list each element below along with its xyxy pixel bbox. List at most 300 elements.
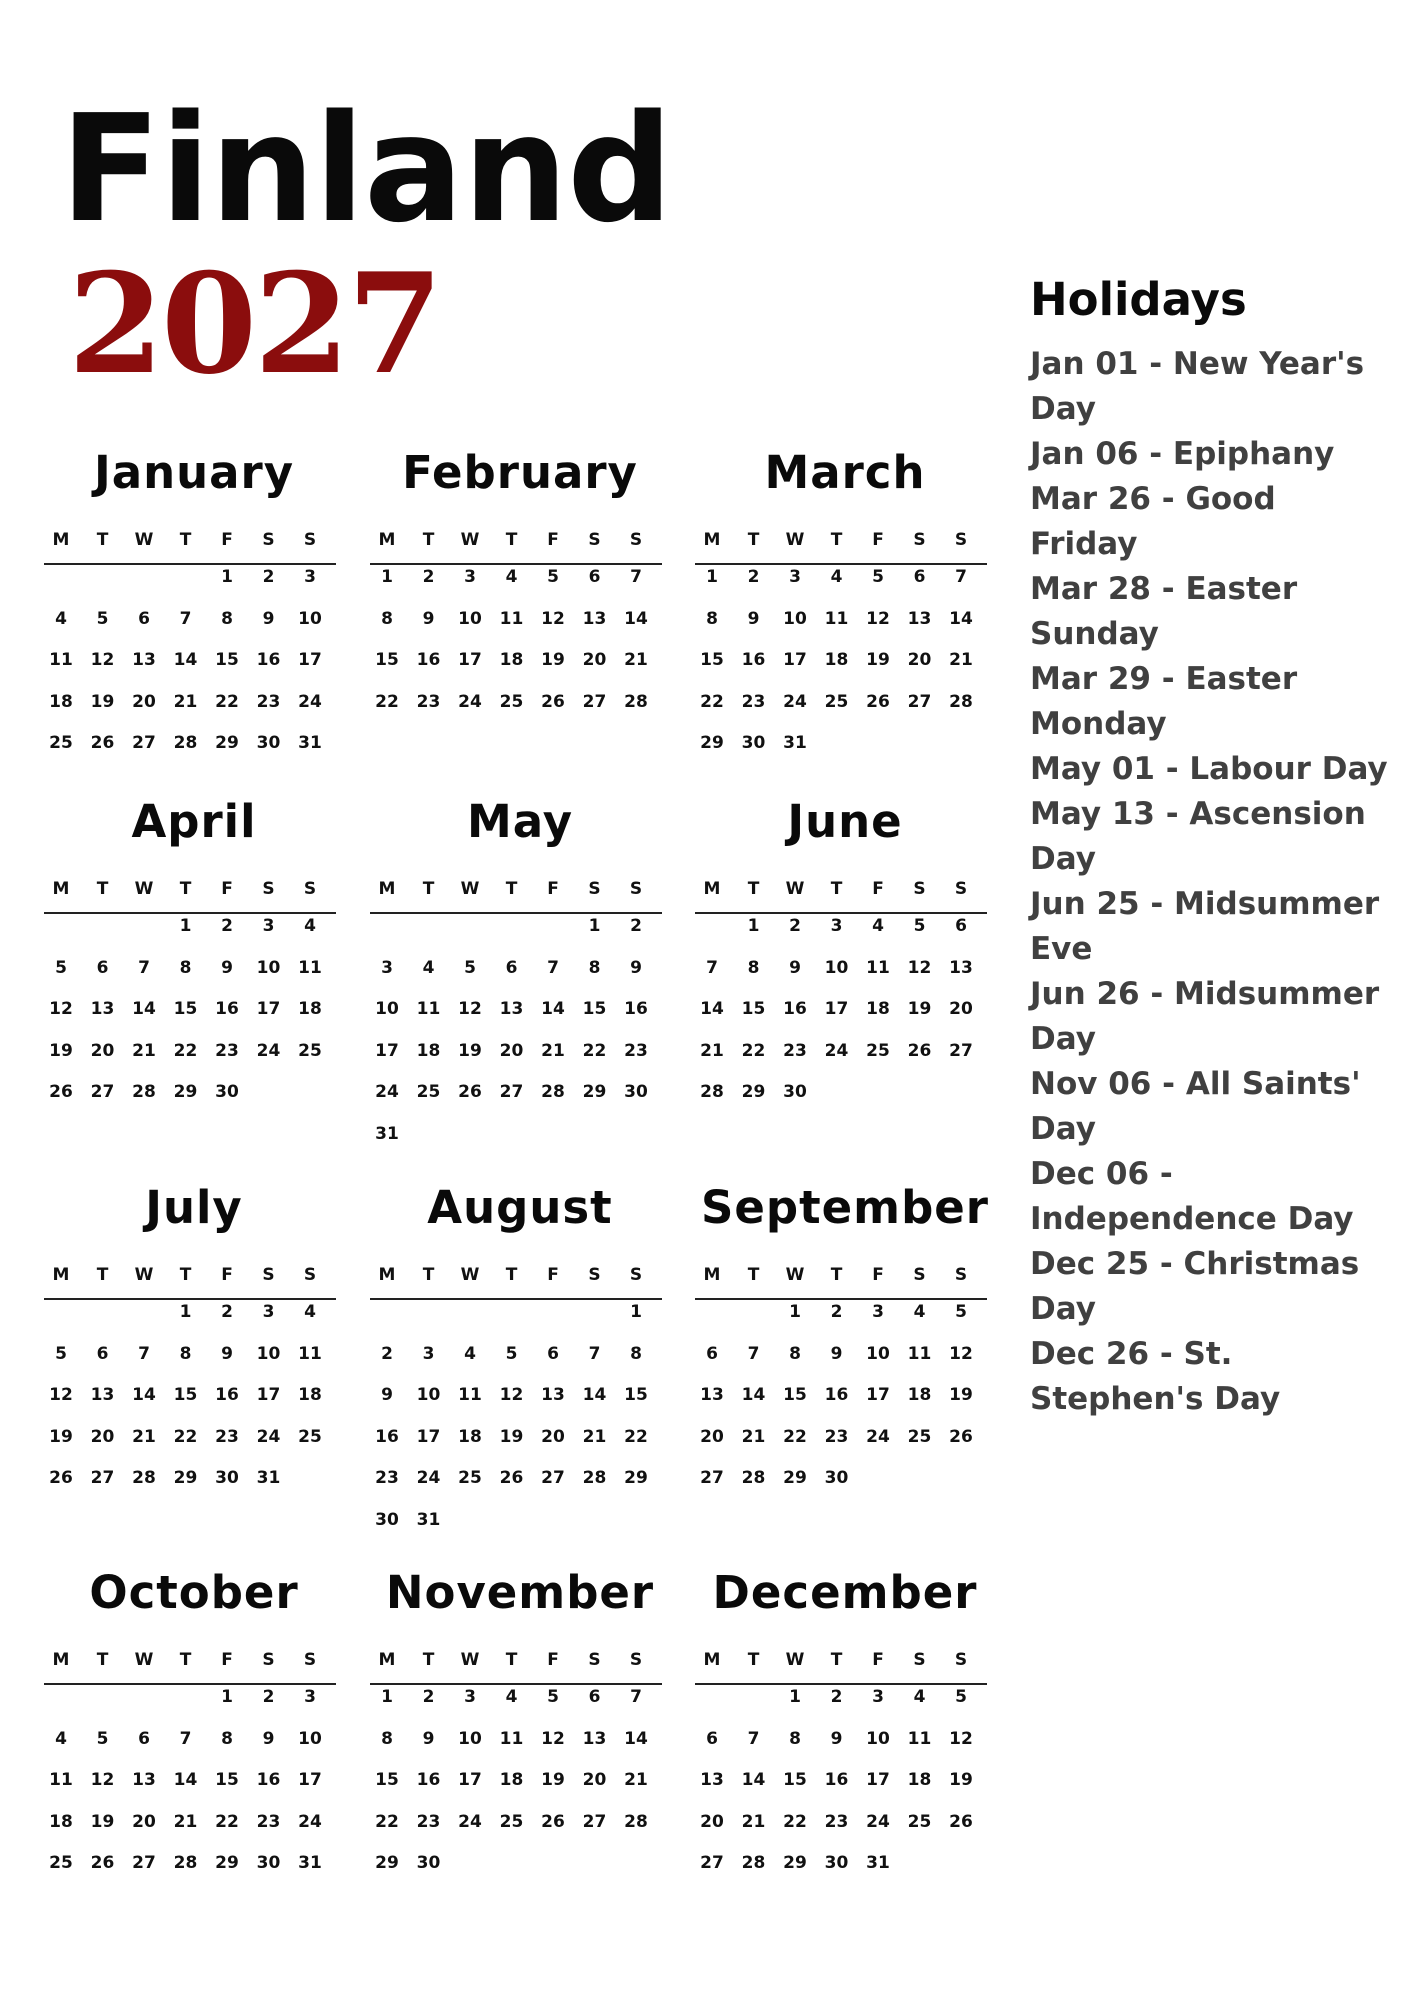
header-divider bbox=[44, 912, 336, 914]
weekday-header: T bbox=[96, 879, 109, 899]
holiday-item: Jan 06 - Epiphany bbox=[1030, 436, 1335, 472]
day-cell: 13 bbox=[700, 1770, 724, 1790]
day-cell: 30 bbox=[256, 733, 281, 753]
day-cell: 7 bbox=[588, 1343, 601, 1364]
day-cell: 10 bbox=[298, 608, 322, 629]
weekday-header: M bbox=[378, 1265, 396, 1285]
day-cell: 6 bbox=[588, 567, 601, 587]
day-cell: 29 bbox=[215, 733, 239, 753]
day-cell: 5 bbox=[547, 567, 559, 587]
day-cell: 20 bbox=[541, 1426, 565, 1447]
day-cell: 9 bbox=[747, 608, 760, 629]
weekday-header: W bbox=[460, 1265, 480, 1285]
day-cell: 30 bbox=[824, 1853, 849, 1873]
weekday-header: S bbox=[303, 530, 317, 550]
weekday-header: M bbox=[703, 1265, 721, 1285]
day-cell: 21 bbox=[700, 1040, 724, 1061]
month-august bbox=[370, 1181, 670, 1530]
day-cell: 8 bbox=[179, 957, 192, 978]
day-cell: 29 bbox=[741, 1082, 766, 1102]
day-cell: 12 bbox=[499, 1385, 524, 1405]
day-cell: 10 bbox=[375, 999, 399, 1019]
weekday-header: T bbox=[179, 1650, 192, 1670]
day-cell: 2 bbox=[830, 1687, 843, 1707]
month-name: October bbox=[89, 1566, 299, 1619]
weekday-header: S bbox=[262, 879, 275, 899]
day-cell: 30 bbox=[256, 1853, 281, 1873]
day-cell: 26 bbox=[90, 733, 115, 753]
weekday-header-row bbox=[44, 879, 344, 903]
day-cell: 7 bbox=[747, 1728, 760, 1749]
weekday-header: S bbox=[629, 530, 643, 550]
day-cell: 26 bbox=[541, 1811, 565, 1832]
day-cell: 20 bbox=[90, 1040, 115, 1061]
header-divider bbox=[44, 1298, 336, 1300]
weekday-header: M bbox=[378, 530, 396, 550]
day-cell: 12 bbox=[90, 1770, 115, 1790]
day-cell: 18 bbox=[416, 1040, 441, 1061]
weekday-header-row bbox=[44, 1650, 344, 1674]
day-cell: 3 bbox=[464, 1687, 476, 1707]
day-cell: 22 bbox=[783, 1426, 807, 1447]
day-cell: 8 bbox=[630, 1343, 642, 1364]
day-cell: 25 bbox=[907, 1811, 932, 1832]
day-cell: 18 bbox=[49, 691, 73, 712]
holiday-item: Jun 26 - Midsummer Day bbox=[1030, 976, 1380, 1057]
day-cell: 18 bbox=[298, 1385, 322, 1405]
month-name: January bbox=[93, 446, 295, 499]
day-cell: 14 bbox=[541, 999, 565, 1019]
weekday-header: S bbox=[588, 1265, 601, 1285]
weekday-header: S bbox=[262, 530, 275, 550]
day-cell: 2 bbox=[422, 1687, 435, 1707]
day-cell: 2 bbox=[830, 1302, 843, 1322]
day-cell: 12 bbox=[541, 1728, 565, 1749]
weekday-header: W bbox=[134, 530, 154, 550]
day-cell: 12 bbox=[541, 608, 565, 629]
day-cell: 17 bbox=[458, 650, 482, 670]
day-cell: 4 bbox=[830, 567, 843, 587]
day-cell: 8 bbox=[789, 1343, 801, 1364]
month-november bbox=[370, 1568, 670, 1908]
day-cell: 10 bbox=[824, 957, 849, 978]
day-cell: 27 bbox=[907, 691, 932, 712]
weekday-header: W bbox=[785, 879, 805, 899]
day-cell: 22 bbox=[215, 1811, 239, 1832]
day-cell: 3 bbox=[872, 1302, 884, 1322]
day-cell: 25 bbox=[824, 691, 849, 712]
weekday-header: F bbox=[547, 1650, 559, 1670]
day-cell: 27 bbox=[949, 1040, 973, 1061]
weekday-header: T bbox=[422, 879, 435, 899]
weekday-header-row bbox=[695, 879, 995, 903]
month-name: September bbox=[701, 1181, 989, 1234]
day-cell: 5 bbox=[913, 916, 926, 936]
day-cell: 11 bbox=[416, 999, 441, 1019]
year-title: 2027 bbox=[68, 242, 441, 405]
day-cell: 2 bbox=[422, 567, 435, 587]
day-cell: 16 bbox=[416, 650, 441, 670]
day-cell: 27 bbox=[541, 1468, 565, 1488]
day-cell: 1 bbox=[179, 1302, 192, 1322]
day-cell: 12 bbox=[949, 1343, 973, 1364]
day-cell: 2 bbox=[381, 1343, 393, 1364]
day-cell: 12 bbox=[49, 999, 73, 1019]
weekday-header: S bbox=[303, 879, 317, 899]
weekday-header: S bbox=[303, 1650, 317, 1670]
day-cell: 9 bbox=[789, 957, 801, 978]
day-cell: 5 bbox=[464, 957, 476, 978]
day-cell: 24 bbox=[256, 1426, 281, 1447]
day-cell: 24 bbox=[458, 691, 482, 712]
day-cell: 14 bbox=[624, 1728, 648, 1749]
day-cell: 6 bbox=[138, 608, 150, 629]
day-cell: 17 bbox=[783, 650, 807, 670]
day-cell: 14 bbox=[173, 1770, 198, 1790]
day-cell: 13 bbox=[132, 650, 156, 670]
weekday-header-row bbox=[370, 530, 670, 554]
weekday-header: W bbox=[785, 1650, 805, 1670]
day-cell: 12 bbox=[458, 999, 482, 1019]
weekday-header: T bbox=[96, 1265, 109, 1285]
day-cell: 6 bbox=[706, 1343, 718, 1364]
day-cell: 28 bbox=[741, 1853, 766, 1873]
day-cell: 26 bbox=[541, 691, 565, 712]
day-cell: 9 bbox=[422, 608, 435, 629]
day-cell: 1 bbox=[706, 567, 718, 587]
day-cell: 21 bbox=[741, 1426, 766, 1447]
day-cell: 11 bbox=[499, 608, 524, 629]
day-cell: 21 bbox=[173, 1811, 198, 1832]
day-cell: 11 bbox=[298, 1343, 322, 1364]
day-cell: 18 bbox=[49, 1811, 73, 1832]
day-cell: 27 bbox=[132, 733, 156, 753]
day-cell: 9 bbox=[262, 608, 275, 629]
day-cell: 24 bbox=[458, 1811, 482, 1832]
day-cell: 3 bbox=[872, 1687, 884, 1707]
day-cell: 16 bbox=[624, 999, 648, 1019]
header-divider bbox=[695, 1683, 987, 1685]
weekday-header: T bbox=[422, 1650, 435, 1670]
day-cell: 9 bbox=[221, 957, 233, 978]
day-cell: 6 bbox=[138, 1728, 150, 1749]
header-divider bbox=[370, 563, 662, 565]
day-cell: 4 bbox=[913, 1302, 926, 1322]
weekday-header: S bbox=[913, 530, 926, 550]
day-cell: 9 bbox=[422, 1728, 435, 1749]
day-cell: 9 bbox=[630, 957, 642, 978]
header-divider bbox=[695, 563, 987, 565]
day-cell: 16 bbox=[215, 999, 239, 1019]
day-cell: 10 bbox=[256, 957, 281, 978]
day-cell: 27 bbox=[700, 1468, 724, 1488]
day-cell: 19 bbox=[907, 999, 932, 1019]
weekday-header: S bbox=[913, 1265, 926, 1285]
day-cell: 8 bbox=[381, 608, 393, 629]
day-cell: 28 bbox=[541, 1082, 565, 1102]
day-cell: 23 bbox=[824, 1811, 849, 1832]
day-cell: 19 bbox=[49, 1426, 73, 1447]
day-cell: 4 bbox=[55, 608, 67, 629]
holiday-item: Mar 28 - Easter Sunday bbox=[1030, 571, 1298, 652]
day-cell: 29 bbox=[783, 1853, 807, 1873]
holidays-panel bbox=[1030, 270, 1390, 1422]
day-cell: 9 bbox=[262, 1728, 275, 1749]
day-cell: 1 bbox=[588, 916, 601, 936]
weekday-header: T bbox=[179, 1265, 192, 1285]
day-cell: 15 bbox=[582, 999, 607, 1019]
day-cell: 23 bbox=[824, 1426, 849, 1447]
day-cell: 22 bbox=[700, 691, 724, 712]
holiday-item: May 01 - Labour Day bbox=[1030, 751, 1388, 787]
weekday-header: T bbox=[830, 1265, 843, 1285]
day-cell: 13 bbox=[499, 999, 524, 1019]
day-cell: 1 bbox=[381, 567, 393, 587]
day-cell: 15 bbox=[700, 650, 724, 670]
day-cell: 21 bbox=[132, 1040, 156, 1061]
day-cell: 15 bbox=[783, 1385, 807, 1405]
month-march bbox=[695, 448, 995, 788]
weekday-header: W bbox=[460, 530, 480, 550]
day-cell: 5 bbox=[547, 1687, 559, 1707]
day-cell: 8 bbox=[789, 1728, 801, 1749]
day-cell: 26 bbox=[499, 1468, 524, 1488]
header-divider bbox=[370, 912, 662, 914]
weekday-header: S bbox=[629, 879, 643, 899]
day-cell: 7 bbox=[179, 1728, 192, 1749]
day-cell: 24 bbox=[256, 1040, 281, 1061]
holiday-item: Nov 06 - All Saints' Day bbox=[1030, 1066, 1361, 1147]
day-cell: 6 bbox=[913, 567, 926, 587]
day-cell: 17 bbox=[298, 1770, 322, 1790]
weekday-header: S bbox=[262, 1265, 275, 1285]
day-cell: 22 bbox=[173, 1426, 198, 1447]
day-cell: 22 bbox=[741, 1040, 766, 1061]
day-cell: 17 bbox=[866, 1770, 890, 1790]
weekday-header: T bbox=[179, 530, 192, 550]
holiday-item: Dec 26 - St. Stephen's Day bbox=[1030, 1336, 1281, 1417]
page-title: Finland bbox=[60, 83, 673, 255]
weekday-header: S bbox=[588, 530, 601, 550]
day-cell: 16 bbox=[256, 1770, 281, 1790]
day-cell: 7 bbox=[706, 957, 718, 978]
day-cell: 27 bbox=[499, 1082, 524, 1102]
day-cell: 6 bbox=[96, 1343, 109, 1364]
weekday-header: F bbox=[872, 879, 884, 899]
day-cell: 15 bbox=[741, 999, 766, 1019]
day-cell: 21 bbox=[582, 1426, 607, 1447]
day-cell: 6 bbox=[955, 916, 967, 936]
weekday-header: T bbox=[747, 530, 760, 550]
day-cell: 14 bbox=[741, 1770, 766, 1790]
day-cell: 27 bbox=[582, 1811, 607, 1832]
day-cell: 16 bbox=[783, 999, 807, 1019]
weekday-header: F bbox=[872, 530, 884, 550]
day-cell: 30 bbox=[824, 1468, 849, 1488]
day-cell: 23 bbox=[416, 691, 441, 712]
day-cell: 14 bbox=[173, 650, 198, 670]
day-cell: 1 bbox=[179, 916, 192, 936]
weekday-header: W bbox=[785, 1265, 805, 1285]
weekday-header: F bbox=[547, 530, 559, 550]
weekday-header: F bbox=[872, 1265, 884, 1285]
day-cell: 23 bbox=[256, 1811, 281, 1832]
month-name: August bbox=[427, 1181, 613, 1234]
day-cell: 4 bbox=[505, 1687, 518, 1707]
day-cell: 25 bbox=[499, 691, 524, 712]
day-cell: 23 bbox=[256, 691, 281, 712]
day-cell: 22 bbox=[173, 1040, 198, 1061]
day-cell: 14 bbox=[624, 608, 648, 629]
header-divider bbox=[695, 1298, 987, 1300]
day-cell: 3 bbox=[830, 916, 843, 936]
day-cell: 17 bbox=[824, 999, 849, 1019]
day-cell: 29 bbox=[215, 1853, 239, 1873]
day-cell: 11 bbox=[866, 957, 890, 978]
weekday-header: T bbox=[747, 1265, 760, 1285]
day-cell: 31 bbox=[375, 1123, 399, 1144]
month-name: November bbox=[385, 1566, 655, 1619]
day-cell: 24 bbox=[866, 1811, 890, 1832]
day-cell: 18 bbox=[907, 1770, 932, 1790]
day-cell: 9 bbox=[221, 1343, 233, 1364]
day-cell: 29 bbox=[375, 1853, 399, 1873]
weekday-header: W bbox=[134, 1265, 154, 1285]
day-cell: 20 bbox=[582, 1770, 607, 1790]
day-cell: 1 bbox=[221, 1687, 233, 1707]
day-cell: 29 bbox=[582, 1082, 607, 1102]
day-cell: 25 bbox=[458, 1468, 482, 1488]
day-cell: 14 bbox=[741, 1385, 766, 1405]
day-cell: 16 bbox=[416, 1770, 441, 1790]
day-cell: 9 bbox=[830, 1343, 843, 1364]
day-cell: 3 bbox=[464, 567, 476, 587]
day-cell: 31 bbox=[866, 1853, 890, 1873]
holidays-title: Holidays bbox=[1030, 273, 1247, 326]
weekday-header: W bbox=[460, 879, 480, 899]
day-cell: 14 bbox=[132, 1385, 156, 1405]
day-cell: 4 bbox=[464, 1343, 476, 1364]
weekday-header: T bbox=[422, 530, 435, 550]
header-divider bbox=[370, 1683, 662, 1685]
day-cell: 18 bbox=[907, 1385, 932, 1405]
day-cell: 10 bbox=[416, 1385, 441, 1405]
month-name: April bbox=[131, 795, 257, 848]
day-cell: 6 bbox=[505, 957, 518, 978]
day-cell: 23 bbox=[741, 691, 766, 712]
day-cell: 4 bbox=[872, 916, 884, 936]
day-cell: 4 bbox=[304, 1302, 316, 1322]
weekday-header: S bbox=[913, 1650, 926, 1670]
day-cell: 17 bbox=[256, 999, 281, 1019]
header-divider bbox=[695, 912, 987, 914]
weekday-header-row bbox=[695, 1650, 995, 1674]
holiday-item: Jun 25 - Midsummer Eve bbox=[1030, 886, 1380, 967]
weekday-header: F bbox=[221, 879, 233, 899]
day-cell: 18 bbox=[499, 1770, 524, 1790]
weekday-header: S bbox=[629, 1265, 643, 1285]
day-cell: 2 bbox=[221, 1302, 233, 1322]
day-cell: 7 bbox=[747, 1343, 760, 1364]
day-cell: 11 bbox=[49, 1770, 73, 1790]
day-cell: 26 bbox=[949, 1426, 973, 1447]
day-cell: 29 bbox=[624, 1468, 648, 1488]
day-cell: 10 bbox=[783, 608, 807, 629]
day-cell: 28 bbox=[624, 1811, 648, 1832]
header-divider bbox=[44, 1683, 336, 1685]
day-cell: 11 bbox=[49, 650, 73, 670]
day-cell: 19 bbox=[949, 1770, 973, 1790]
weekday-header: S bbox=[303, 1265, 317, 1285]
day-cell: 3 bbox=[262, 1302, 275, 1322]
weekday-header-row bbox=[370, 879, 670, 903]
month-june bbox=[695, 797, 995, 1137]
day-cell: 13 bbox=[90, 999, 115, 1019]
day-cell: 3 bbox=[304, 567, 316, 587]
day-cell: 21 bbox=[624, 1770, 648, 1790]
month-february bbox=[370, 448, 670, 788]
day-cell: 10 bbox=[458, 1728, 482, 1749]
month-name: July bbox=[145, 1181, 243, 1234]
day-cell: 23 bbox=[375, 1468, 399, 1488]
day-cell: 22 bbox=[582, 1040, 607, 1061]
day-cell: 14 bbox=[132, 999, 156, 1019]
day-cell: 25 bbox=[866, 1040, 890, 1061]
day-cell: 6 bbox=[706, 1728, 718, 1749]
weekday-header: T bbox=[830, 879, 843, 899]
day-cell: 26 bbox=[49, 1082, 73, 1102]
day-cell: 16 bbox=[741, 650, 766, 670]
day-cell: 24 bbox=[298, 691, 322, 712]
day-cell: 19 bbox=[499, 1426, 524, 1447]
day-cell: 28 bbox=[949, 691, 973, 712]
day-cell: 27 bbox=[582, 691, 607, 712]
weekday-header: F bbox=[221, 530, 233, 550]
day-cell: 18 bbox=[824, 650, 849, 670]
day-cell: 2 bbox=[747, 567, 760, 587]
weekday-header: S bbox=[954, 1650, 968, 1670]
day-cell: 20 bbox=[90, 1426, 115, 1447]
weekday-header-row bbox=[370, 1265, 670, 1289]
day-cell: 22 bbox=[375, 1811, 399, 1832]
weekday-header: M bbox=[703, 530, 721, 550]
day-cell: 19 bbox=[90, 691, 115, 712]
day-cell: 30 bbox=[783, 1082, 807, 1102]
day-cell: 7 bbox=[547, 957, 559, 978]
weekday-header: T bbox=[747, 1650, 760, 1670]
weekday-header: T bbox=[505, 530, 518, 550]
day-cell: 7 bbox=[630, 1687, 642, 1707]
weekday-header: S bbox=[954, 530, 968, 550]
day-cell: 3 bbox=[381, 957, 393, 978]
month-name: March bbox=[764, 446, 926, 499]
weekday-header: F bbox=[872, 1650, 884, 1670]
day-cell: 27 bbox=[700, 1853, 724, 1873]
day-cell: 4 bbox=[304, 916, 316, 936]
weekday-header: T bbox=[830, 530, 843, 550]
day-cell: 15 bbox=[173, 1385, 198, 1405]
day-cell: 23 bbox=[624, 1040, 648, 1061]
day-cell: 28 bbox=[624, 691, 648, 712]
day-cell: 22 bbox=[783, 1811, 807, 1832]
weekday-header: M bbox=[703, 1650, 721, 1670]
weekday-header: T bbox=[747, 879, 760, 899]
day-cell: 23 bbox=[783, 1040, 807, 1061]
month-january bbox=[44, 448, 344, 788]
day-cell: 7 bbox=[630, 567, 642, 587]
day-cell: 1 bbox=[381, 1687, 393, 1707]
day-cell: 20 bbox=[949, 999, 973, 1019]
